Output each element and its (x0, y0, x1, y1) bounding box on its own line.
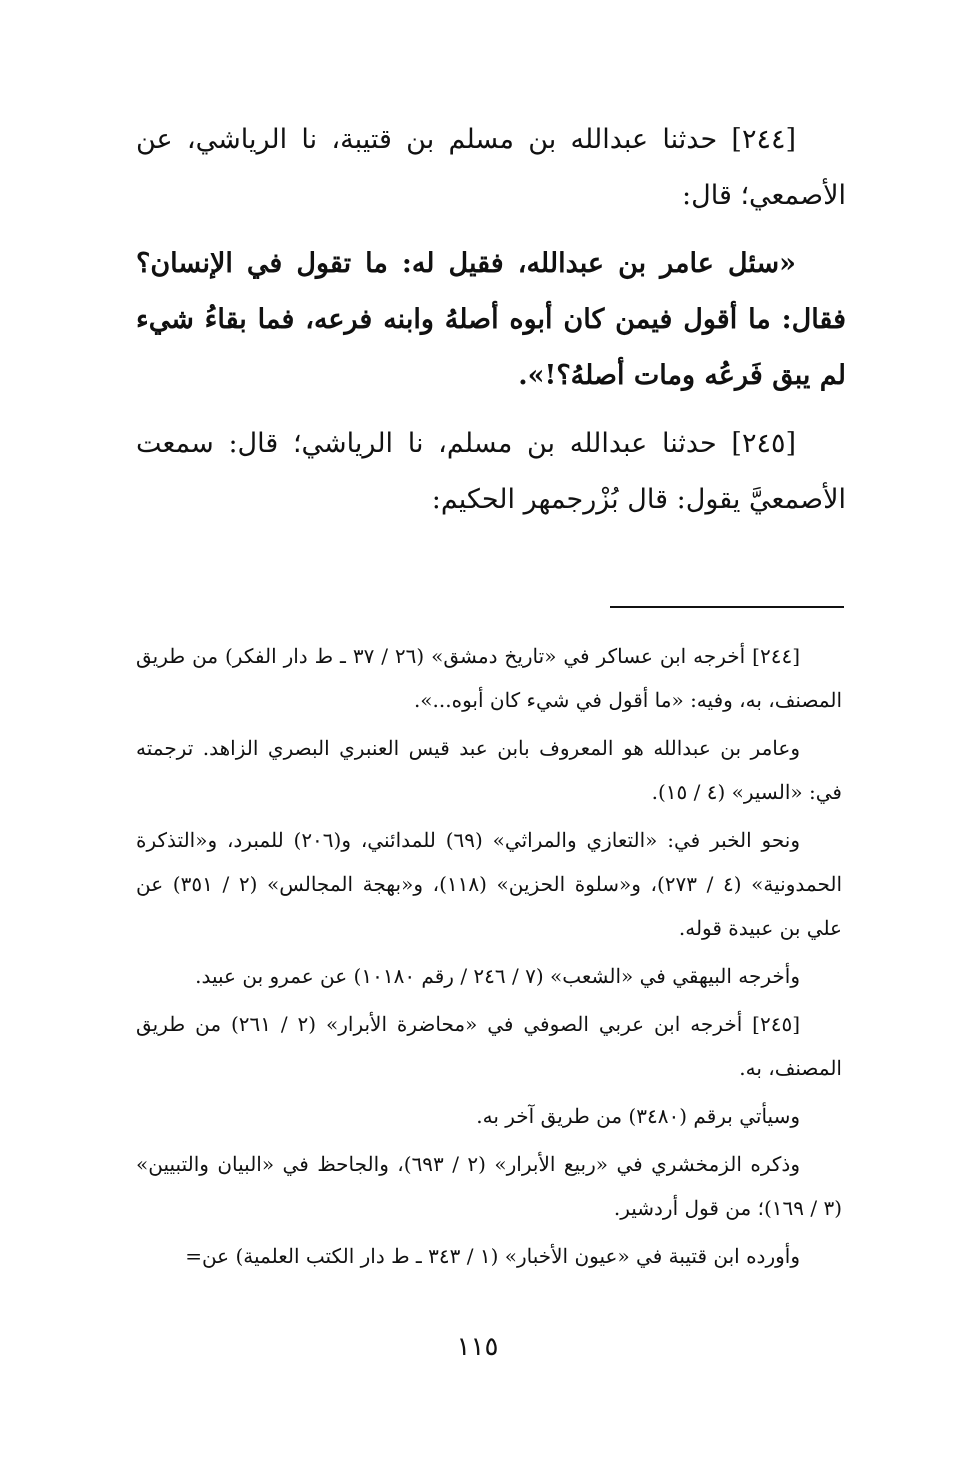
footnote-245-ibn-qutayba: وأورده ابن قتيبة في «عيون الأخبار» (١ / ٣٤٣ ـ ط دار الكتب العلمية) عن= (185, 1244, 800, 1268)
footnote-245-zamakhshari: وذكره الزمخشري في «ربيع الأبرار» (٢ / ٦٩٣)، والجاحظ في «البيان والتبيين» (٣ / ١٦٩)؛ من قول أردشير. (136, 1152, 842, 1220)
footnote-244-bayhaqi: وأخرجه البيهقي في «الشعب» (٧ / ٢٤٦ / رقم ١٠١٨٠) عن عمرو بن عبيد. (195, 964, 800, 988)
footnote-245-source: [٢٤٥] أخرجه ابن عربي الصوفي في «محاضرة الأبرار» (٢ / ٢٦١) من طريق المصنف، به. (136, 1012, 842, 1080)
footnote-separator (610, 606, 844, 608)
main-text (136, 112, 846, 540)
footnote-244-source: [٢٤٤] أخرجه ابن عساكر في «تاريخ دمشق» (٢٦ / ٣٧ ـ ط دار الفكر) من طريق المصنف، به، وفيه: «ما أقول في شيء كان أبوه...». (136, 644, 842, 712)
footnote-244-biography: وعامر بن عبدالله هو المعروف بابن عبد قيس العنبري البصري الزاهد. ترجمته في: «السير» (٤ / ١٥). (136, 736, 842, 804)
narration-244: [٢٤٤] حدثنا عبدالله بن مسلم بن قتيبة، نا الرياشي، عن الأصمعي؛ قال: (136, 124, 846, 211)
footnotes (136, 634, 842, 1282)
footnote-244-parallels: ونحو الخبر في: «التعازي والمراثي» (٦٩) للمدائني، و(٢٠٦) للمبرد، و«التذكرة الحمدونية» (٤ / ٢٧٣)، و«سلوة الحزين» (١١٨)، و«بهجة المجالس» (٢ / ٣٥١) عن علي بن عبيدة قوله. (136, 828, 843, 940)
page-number: ١١٥ (456, 1332, 499, 1362)
quote-amir-bin-abdullah: «سئل عامر بن عبدالله، فقيل له: ما تقول في الإنسان؟ فقال: ما أقول فيمن كان أبوه أصلهُ وابنه فرعه، فما بقاءُ شيء لم يبق فَرعُه ومات أصلهُ؟!». (136, 248, 846, 391)
footnote-245-crossref: وسيأتي برقم (٣٤٨٠) من طريق آخر به. (476, 1104, 800, 1128)
narration-245: [٢٤٥] حدثنا عبدالله بن مسلم، نا الرياشي؛ قال: سمعت الأصمعيَّ يقول: قال بُزْرجمهر الحكيم: (136, 428, 846, 515)
